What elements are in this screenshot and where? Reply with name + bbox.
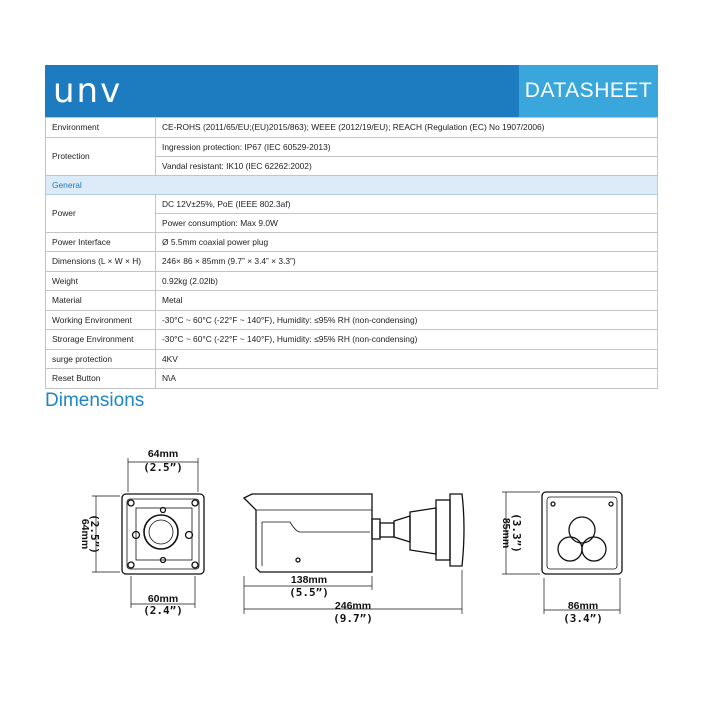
spec-key: surge protection	[46, 349, 156, 369]
spec-key: Reset Button	[46, 369, 156, 389]
spec-key: Power Interface	[46, 232, 156, 252]
spec-key: Material	[46, 291, 156, 311]
front-base-in: (2.4”)	[143, 604, 183, 617]
front-height-mm: 64mm	[79, 518, 91, 550]
datasheet-tab: DATASHEET	[519, 65, 658, 117]
front-height-in: (2.5”)	[88, 514, 101, 554]
side-view-drawing	[244, 494, 464, 614]
unv-logo: unv	[53, 71, 123, 111]
rear-height-mm: 85mm	[500, 517, 512, 549]
spec-key: Protection	[46, 137, 156, 175]
front-width-mm: 64mm	[147, 448, 179, 460]
spec-key: Strorage Environment	[46, 330, 156, 350]
dimensions-title: Dimensions	[45, 390, 145, 411]
spec-value-line: Ø 5.5mm coaxial power plug	[162, 236, 269, 247]
spec-key: Dimensions (L × W × H)	[46, 252, 156, 272]
side-body-in: (5.5”)	[289, 586, 329, 599]
spec-value-line: -30°C ~ 60°C (-22°F ~ 140°F), Humidity: ≤95% RH (non-condensing)	[162, 334, 418, 344]
side-body-mm: 138mm	[290, 574, 328, 586]
spec-value-line: CE-ROHS (2011/65/EU;(EU)2015/863); WEEE (2012/19/EU); REACH (Regulation (EC) No 1907/2006)	[162, 122, 545, 132]
spec-value-line: N\A	[162, 373, 176, 383]
spec-key: Power	[46, 194, 156, 232]
side-length-in: (9.7”)	[333, 612, 373, 625]
spec-value-line: Power consumption: Max 9.0W	[156, 213, 657, 232]
spec-key: Weight	[46, 271, 156, 291]
front-width-in: (2.5”)	[143, 461, 183, 474]
spec-value-line: -30°C ~ 60°C (-22°F ~ 140°F), Humidity: ≤95% RH (non-condensing)	[162, 314, 418, 325]
spec-value-line: Ingression protection: IP67 (IEC 60529-2013)	[162, 141, 331, 152]
spec-value-line: 246× 86 × 85mm (9.7” × 3.4” × 3.3”)	[162, 256, 296, 266]
rear-width-in: (3.4”)	[563, 612, 603, 625]
spec-value-line: Metal	[162, 295, 183, 305]
front-view-drawing	[92, 458, 204, 608]
spec-value-line: 4KV	[162, 353, 178, 364]
spec-key: Working Environment	[46, 310, 156, 330]
section-label: General	[46, 175, 658, 194]
rear-width-mm: 86mm	[567, 600, 599, 612]
spec-key: Environment	[46, 118, 156, 138]
spec-value-line: DC 12V±25%, PoE (IEEE 802.3af)	[162, 198, 291, 209]
side-length-mm: 246mm	[334, 600, 372, 612]
spec-value-line: Vandal resistant: IK10 (IEC 62262:2002)	[156, 156, 657, 175]
rear-view-drawing	[502, 492, 622, 614]
rear-height-in: (3.3”)	[510, 513, 523, 553]
front-base-mm: 60mm	[147, 593, 179, 605]
spec-value-line: 0.92kg (2.02lb)	[162, 275, 218, 286]
